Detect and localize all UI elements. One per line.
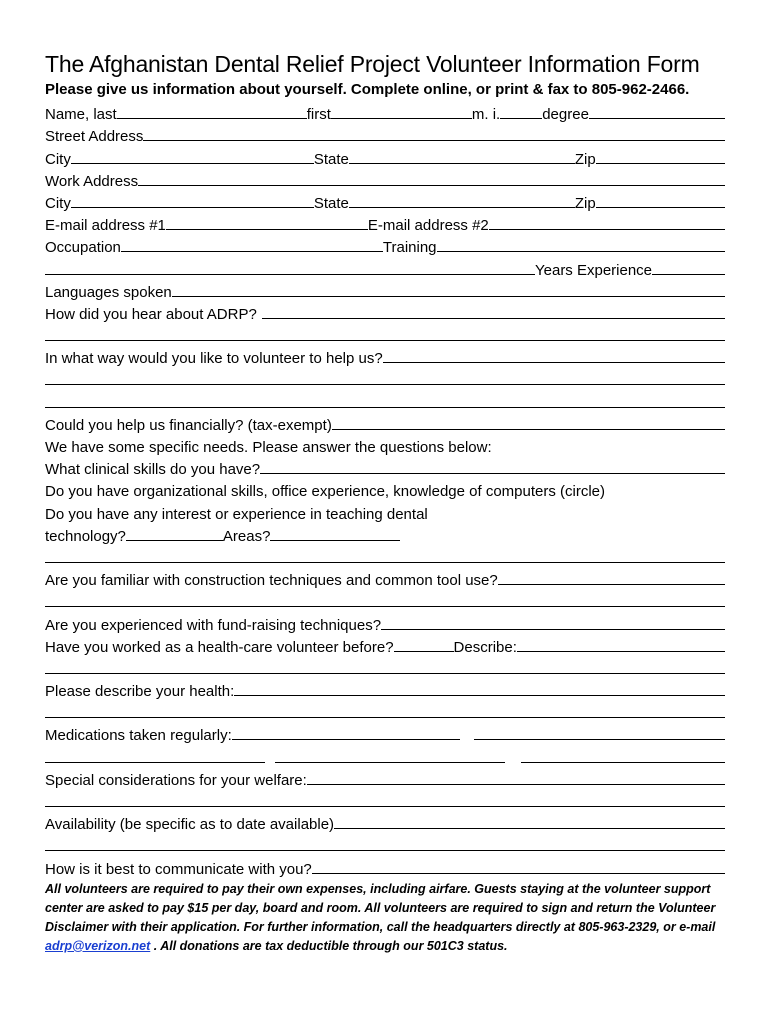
financial-row <box>45 412 725 434</box>
occupation-label: Occupation <box>45 239 121 257</box>
form-title: The Afghanistan Dental Relief Project Volunteer Information Form <box>45 51 700 77</box>
construction-row <box>45 567 725 589</box>
email1-label: E-mail address #1 <box>45 217 166 235</box>
technology-field[interactable] <box>126 540 223 541</box>
email2-label: E-mail address #2 <box>367 217 489 235</box>
city-field[interactable] <box>71 163 314 164</box>
email2-field[interactable] <box>489 229 725 230</box>
footer-text-end: . All donations are tax deductible through our 501C3 status. <box>150 938 508 953</box>
availability-field[interactable] <box>334 828 725 829</box>
fundraising-field[interactable] <box>381 629 725 630</box>
blank-line-row <box>45 367 725 389</box>
specific-needs-text: We have some specific needs. Please answer the questions below: <box>45 439 492 456</box>
technology-label: technology? <box>45 527 126 545</box>
clinical-label: What clinical skills do you have? <box>45 461 261 479</box>
medications-row <box>45 722 725 744</box>
special-row <box>45 767 725 789</box>
training-continued-field[interactable] <box>45 274 535 275</box>
hear-about-label: How did you hear about ADRP? <box>45 305 257 323</box>
special-field[interactable] <box>307 784 725 785</box>
specific-needs-row <box>45 434 725 456</box>
footer-note <box>45 880 725 956</box>
work-state-field[interactable] <box>349 207 575 208</box>
work-state-label: State <box>313 194 349 212</box>
construction-field[interactable] <box>498 584 725 585</box>
volunteer-way-extra-line[interactable] <box>45 384 725 385</box>
medications-label: Medications taken regularly: <box>45 727 232 745</box>
blank-line-row <box>45 589 725 611</box>
availability-row <box>45 811 725 833</box>
health-field[interactable] <box>234 695 725 696</box>
teaching-row <box>45 500 725 522</box>
blank-line-row <box>45 700 725 722</box>
zip-field[interactable] <box>596 163 725 164</box>
construction-label: Are you familiar with construction techniques and common tool use? <box>45 572 498 590</box>
hear-about-field[interactable] <box>262 318 725 319</box>
describe-extra-line[interactable] <box>45 673 725 674</box>
occupation-row <box>45 234 725 256</box>
technology-row <box>45 523 725 545</box>
blank-line-row <box>45 789 725 811</box>
first-name-label: first <box>306 106 331 124</box>
home-city-row <box>45 145 725 167</box>
areas-label: Areas? <box>222 527 271 545</box>
occupation-field[interactable] <box>121 251 383 252</box>
street-address-field[interactable] <box>143 140 725 141</box>
healthcare-label: Have you worked as a health-care volunteer before? <box>45 638 394 656</box>
blank-line-row <box>45 656 725 678</box>
availability-extra-line[interactable] <box>45 850 725 851</box>
medications-field-4[interactable] <box>275 762 505 763</box>
volunteer-way-row <box>45 345 725 367</box>
blank-line-row <box>45 323 725 345</box>
city-label: City <box>45 150 71 168</box>
years-experience-field[interactable] <box>652 274 725 275</box>
blank-line-row <box>45 545 725 567</box>
volunteer-way-field[interactable] <box>383 362 725 363</box>
medications-field-2[interactable] <box>474 739 725 740</box>
languages-label: Languages spoken <box>45 283 172 301</box>
middle-initial-field[interactable] <box>500 118 542 119</box>
street-row <box>45 123 725 145</box>
volunteer-form <box>45 50 725 956</box>
organizational-label: Do you have organizational skills, office experience, knowledge of computers (circle) <box>45 483 606 501</box>
zip-label: Zip <box>574 150 596 168</box>
medications-extra-row <box>45 744 725 766</box>
years-experience-row <box>45 256 725 278</box>
middle-initial-label: m. i. <box>471 106 501 124</box>
first-name-field[interactable] <box>331 118 472 119</box>
training-label: Training <box>382 239 437 257</box>
footer-text: All volunteers are required to pay their own expenses, including airfare. Guests staying at the volunteer support center are asked to pay $15 per day, board and room. All volunteers are required to sign and return the Volunteer Disclaimer with their application. For further information, call the headquarters directly at 805-963-2329, or e-mail <box>45 881 716 934</box>
clinical-field[interactable] <box>260 473 725 474</box>
areas-field[interactable] <box>270 540 400 541</box>
name-last-label: Name, last <box>45 106 117 124</box>
languages-field[interactable] <box>172 296 725 297</box>
name-row <box>45 101 725 123</box>
degree-field[interactable] <box>589 118 725 119</box>
email-link[interactable]: adrp@verizon.net <box>45 938 151 953</box>
fundraising-row <box>45 611 725 633</box>
clinical-row <box>45 456 725 478</box>
work-address-label: Work Address <box>45 172 139 190</box>
work-address-field[interactable] <box>138 185 725 186</box>
healthcare-row <box>45 634 725 656</box>
degree-label: degree <box>542 106 589 124</box>
construction-extra-line[interactable] <box>45 606 725 607</box>
health-extra-line[interactable] <box>45 717 725 718</box>
hear-about-extra-line[interactable] <box>45 340 725 341</box>
work-city-row <box>45 190 725 212</box>
work-city-field[interactable] <box>71 207 314 208</box>
volunteer-way-extra-line[interactable] <box>45 407 725 408</box>
communicate-label: How is it best to communicate with you? <box>45 860 312 878</box>
form-subtitle: Please give us information about yourself. Complete online, or print & fax to 805-962-2466. <box>45 81 690 98</box>
email-row <box>45 212 725 234</box>
technology-extra-line[interactable] <box>45 562 725 563</box>
describe-label: Describe: <box>453 638 517 656</box>
years-experience-label: Years Experience <box>535 261 653 279</box>
healthcare-field[interactable] <box>394 651 454 652</box>
financial-label: Could you help us financially? (tax-exempt) <box>45 416 332 434</box>
fundraising-label: Are you experienced with fund-raising techniques? <box>45 616 382 634</box>
special-label: Special considerations for your welfare: <box>45 771 307 789</box>
work-address-row <box>45 168 725 190</box>
medications-field-5[interactable] <box>521 762 725 763</box>
languages-row <box>45 279 725 301</box>
blank-line-row <box>45 833 725 855</box>
communicate-field[interactable] <box>312 873 725 874</box>
email1-field[interactable] <box>166 229 368 230</box>
blank-line-row <box>45 389 725 411</box>
last-name-field[interactable] <box>117 118 307 119</box>
state-field[interactable] <box>349 163 575 164</box>
volunteer-way-label: In what way would you like to volunteer to help us? <box>45 350 383 368</box>
health-row <box>45 678 725 700</box>
teaching-label: Do you have any interest or experience in teaching dental <box>45 505 428 523</box>
communicate-row <box>45 855 725 877</box>
street-address-label: Street Address <box>45 128 144 146</box>
work-zip-field[interactable] <box>596 207 725 208</box>
special-extra-line[interactable] <box>45 806 725 807</box>
state-label: State <box>313 150 349 168</box>
financial-field[interactable] <box>332 429 725 430</box>
hear-about-row <box>45 301 725 323</box>
medications-field-3[interactable] <box>45 762 265 763</box>
organizational-row <box>45 478 725 500</box>
training-field[interactable] <box>437 251 725 252</box>
health-label: Please describe your health: <box>45 683 235 701</box>
medications-field-1[interactable] <box>232 739 460 740</box>
describe-field[interactable] <box>517 651 725 652</box>
work-zip-label: Zip <box>574 194 596 212</box>
availability-label: Availability (be specific as to date available) <box>45 816 335 834</box>
work-city-label: City <box>45 194 71 212</box>
